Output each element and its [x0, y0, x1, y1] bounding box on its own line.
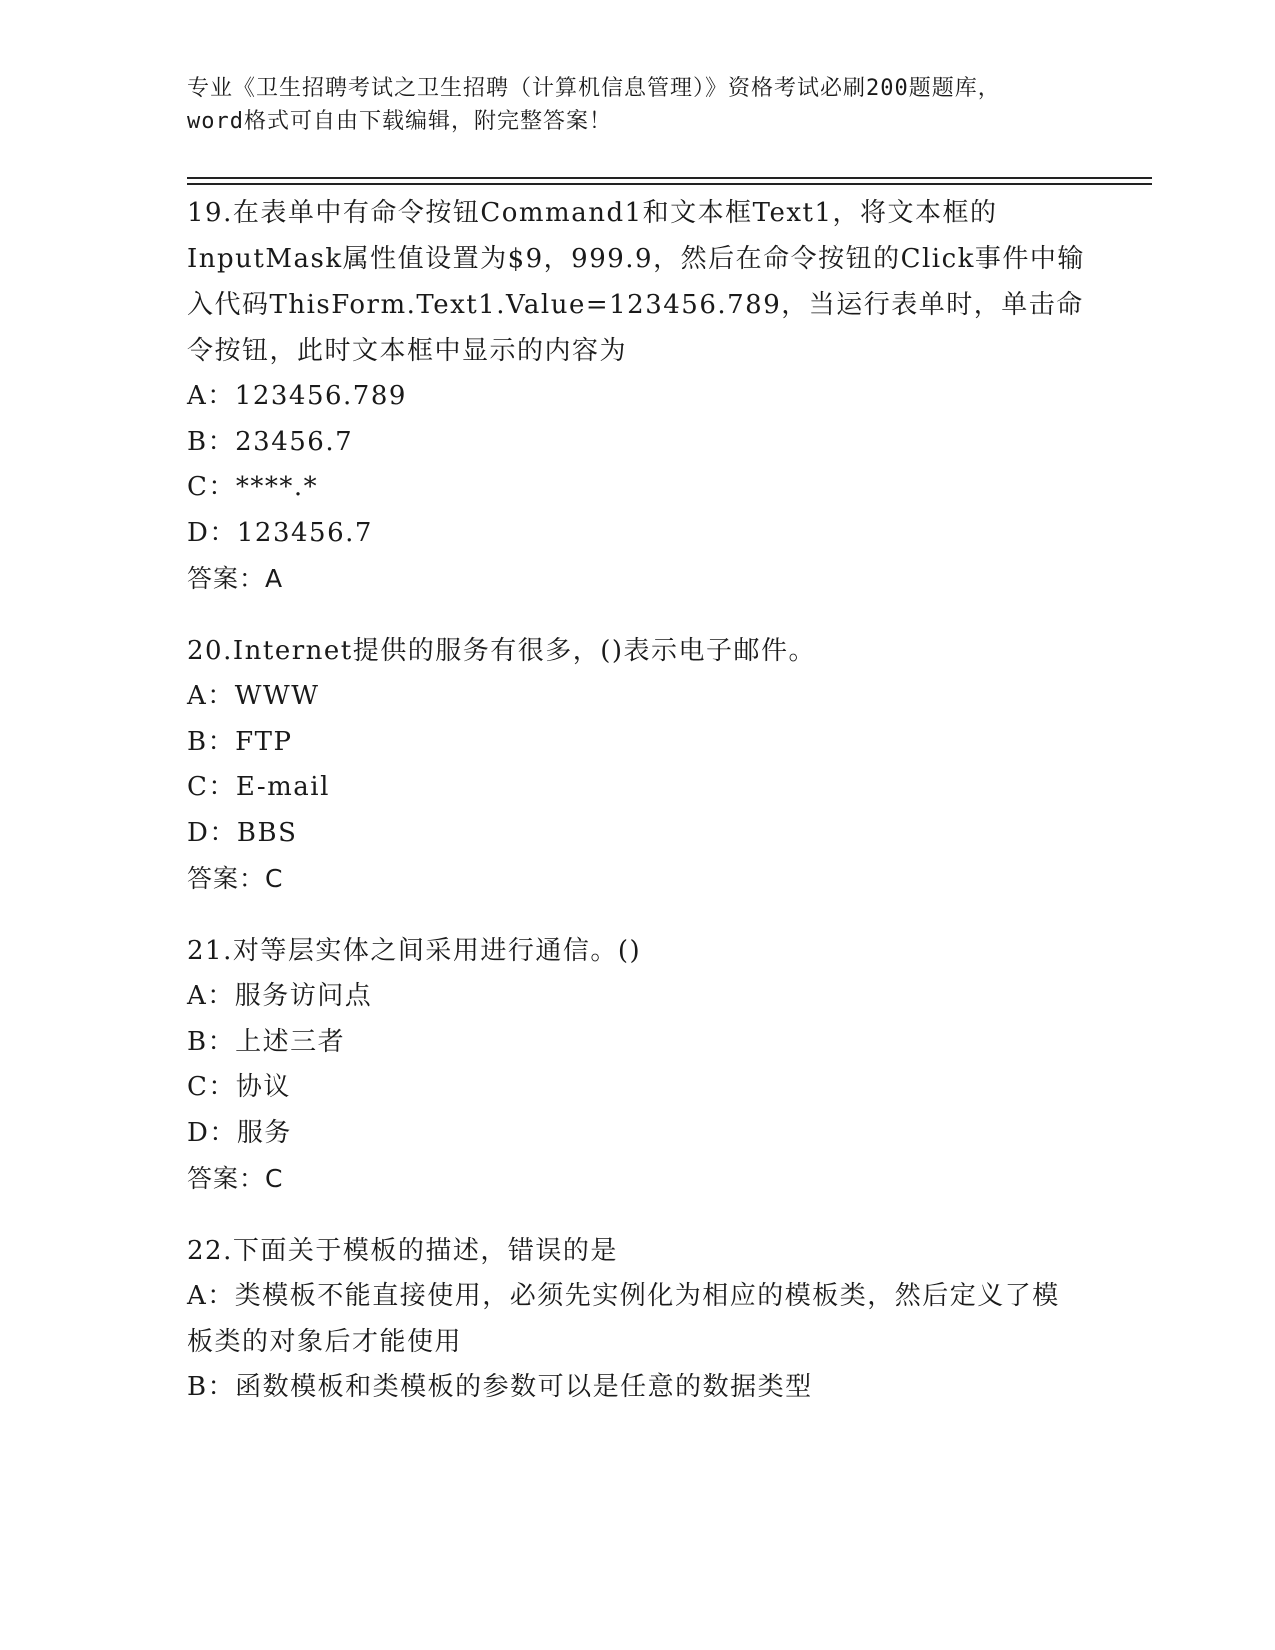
option-a: [187, 674, 1087, 720]
option-key: B：: [187, 426, 236, 457]
option-b: [187, 1020, 1087, 1066]
option-c: [187, 465, 1087, 511]
header-divider-top: [187, 177, 1152, 179]
answer-prefix: 答案：: [187, 564, 266, 593]
option-text: E-mail: [235, 772, 330, 802]
option-b: [187, 720, 1087, 766]
question-21: [187, 928, 1087, 1201]
answer-line: [187, 556, 1087, 601]
option-text: 123456.789: [234, 381, 407, 411]
answer-value: A: [265, 564, 284, 593]
option-text: 类模板不能直接使用，必须先实例化为相应的模板类，然后定义了模板类的对象后才能使用: [187, 1281, 1060, 1357]
option-text: BBS: [236, 817, 298, 848]
option-text: FTP: [235, 726, 293, 757]
question-22: [187, 1228, 1087, 1411]
option-text: WWW: [234, 681, 320, 711]
option-b: [187, 1365, 1087, 1411]
question-text: 22.下面关于模板的描述，错误的是: [187, 1236, 618, 1266]
option-key: A：: [187, 381, 235, 411]
question-19: [187, 190, 1087, 601]
option-key: B：: [187, 1372, 236, 1402]
option-key: D：: [187, 817, 237, 848]
option-key: A：: [187, 1281, 235, 1311]
option-a: [187, 1274, 1087, 1365]
question-text: 20.Internet提供的服务有很多，()表示电子邮件。: [187, 636, 816, 666]
answer-prefix: 答案：: [187, 864, 266, 893]
option-key: A：: [187, 681, 235, 711]
question-text: 21.对等层实体之间采用进行通信。(): [187, 936, 642, 966]
option-key: C：: [187, 772, 236, 802]
document-header: [187, 72, 1087, 138]
option-c: [187, 765, 1087, 811]
question-20: [187, 628, 1087, 901]
answer-value: C: [265, 864, 284, 893]
option-key: D：: [187, 517, 237, 548]
option-c: [187, 1065, 1087, 1111]
option-d: [187, 811, 1087, 857]
option-d: [187, 1111, 1087, 1157]
header-title-line-2: word格式可自由下载编辑，附完整答案！: [187, 109, 612, 134]
option-key: B：: [187, 726, 236, 757]
question-list: [187, 190, 1087, 1438]
option-key: B：: [187, 1026, 236, 1057]
option-text: 服务访问点: [234, 981, 373, 1011]
option-key: C：: [187, 472, 236, 502]
option-b: [187, 420, 1087, 466]
question-text: 19.在表单中有命令按钮Command1和文本框Text1，将文本框的InputMask属性值设置为$9，999.9，然后在命令按钮的Click事件中输入代码ThisForm.Text1.Value=123456.789，当运行表单时，单击命令按钮，此时文本框中显示的内容为: [187, 198, 1085, 366]
option-text: 123456.7: [236, 517, 373, 548]
option-text: 上述三者: [235, 1026, 346, 1057]
answer-line: [187, 1156, 1087, 1201]
option-text: 23456.7: [235, 426, 354, 457]
header-title-line-1: 专业《卫生招聘考试之卫生招聘（计算机信息管理）》资格考试必刷200题题库，: [187, 76, 1001, 101]
option-text: 协议: [235, 1072, 291, 1102]
option-text: 函数模板和类模板的参数可以是任意的数据类型: [235, 1372, 813, 1402]
option-text: 服务: [236, 1117, 292, 1148]
header-divider-bottom: [187, 183, 1152, 185]
option-a: [187, 974, 1087, 1020]
option-a: [187, 374, 1087, 420]
option-key: D：: [187, 1117, 237, 1148]
answer-line: [187, 856, 1087, 901]
option-key: A：: [187, 981, 235, 1011]
option-text: ****.*: [235, 472, 319, 502]
answer-value: C: [265, 1164, 284, 1193]
option-key: C：: [187, 1072, 236, 1102]
option-d: [187, 511, 1087, 557]
answer-prefix: 答案：: [187, 1164, 266, 1193]
